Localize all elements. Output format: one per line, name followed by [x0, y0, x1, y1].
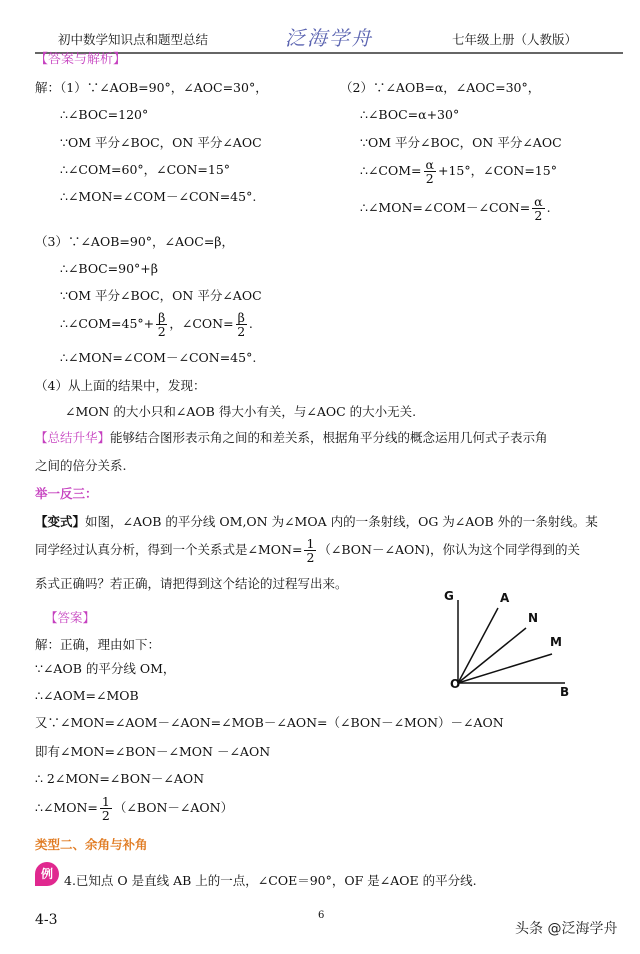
- label-m: M: [550, 635, 562, 649]
- ray-om: [458, 654, 552, 683]
- p2-line: ∴∠COM= $\frac{\alpha}{2}$ +15°，∠CON=15°: [360, 157, 557, 186]
- p1-line: ∴∠COM=60°，∠CON=15°: [60, 162, 231, 177]
- p1-line: ∵OM 平分∠BOC，ON 平分∠AOC: [60, 135, 262, 150]
- answer-label: 【答案与解析】: [35, 52, 127, 67]
- solution-line: 即有∠MON=∠BON－∠MON －∠AON: [35, 744, 271, 759]
- variant-line: 【变式】如图，∠AOB 的平分线 OM,ON 为∠MOA 内的一条射线，OG 为∠AOB 外的一条射线。某: [35, 514, 598, 529]
- header-brand: 泛海学舟: [285, 26, 373, 50]
- header-right: 七年级上册（人教版）: [452, 32, 578, 47]
- summary-line: 【总结升华】能够结合图形表示角之间的和差关系，根据角平分线的概念运用几何式子表示角: [35, 430, 548, 445]
- p3-line: ∵OM 平分∠BOC，ON 平分∠AOC: [60, 288, 262, 303]
- example-badge: 例: [35, 862, 59, 886]
- solution-line: 解：正确，理由如下：: [35, 637, 161, 652]
- p2-line: （2）∵∠AOB=α，∠AOC=30°，: [340, 80, 541, 95]
- p2-line: ∴∠MON=∠COM－∠CON= $\frac{\alpha}{2}$ .: [360, 194, 551, 223]
- p1-line: ∴∠BOC=120°: [60, 107, 149, 122]
- header-left: 初中数学知识点和题型总结: [58, 32, 209, 47]
- footer-left: 4-3: [35, 912, 58, 928]
- p3-line: ∴∠COM=45°+ $\frac{\beta}{2}$ ，∠CON= $\frac{\beta}{2}$ .: [60, 310, 253, 339]
- label-g: G: [444, 589, 454, 603]
- example-text: 4.已知点 O 是直线 AB 上的一点，∠COE＝90°，OF 是∠AOE 的平分线.: [64, 873, 477, 888]
- angle-figure: [440, 580, 590, 700]
- p1-line: 解：（1）∵∠AOB=90°，∠AOC=30°，: [35, 80, 268, 95]
- variant-line: 同学经过认真分析，得到一个关系式是∠MON= $\frac{1}{2}$ （∠BON－∠AON)，你认为这个同学得到的关: [35, 536, 581, 565]
- p4-line: ∠MON 的大小只和∠AOB 得大小有关，与∠AOC 的大小无关.: [65, 404, 417, 419]
- answer2-label: 【答案】: [45, 610, 96, 625]
- watermark: 头条 @泛海学舟: [515, 921, 618, 937]
- p3-line: （3）∵∠AOB=90°，∠AOC=β，: [35, 234, 235, 249]
- variant-line: 系式正确吗？若正确，请把得到这个结论的过程写出来。: [35, 576, 348, 591]
- summary-line: 之间的倍分关系.: [35, 458, 127, 473]
- solution-line: ∴∠AOM=∠MOB: [35, 688, 139, 703]
- p4-line: （4）从上面的结果中，发现：: [35, 378, 206, 393]
- ray-on: [458, 628, 526, 683]
- label-a: A: [500, 591, 510, 605]
- section-title: 类型二、余角与补角: [35, 837, 148, 852]
- solution-line: ∵∠AOB 的平分线 OM，: [35, 661, 176, 676]
- p1-line: ∴∠MON=∠COM－∠CON=45°.: [60, 189, 257, 204]
- solution-line: ∴∠MON= $\frac{1}{2}$ （∠BON－∠AON）: [35, 794, 234, 823]
- p3-line: ∴∠BOC=90°+β: [60, 261, 158, 276]
- label-n: N: [528, 611, 539, 625]
- solution-line: 又∵∠MON=∠AOM－∠AON=∠MOB－∠AON=（∠BON－∠MON）－∠AON: [35, 715, 504, 730]
- p2-line: ∵OM 平分∠BOC，ON 平分∠AOC: [360, 135, 562, 150]
- label-b: B: [560, 685, 570, 699]
- p2-line: ∴∠BOC=α+30°: [360, 107, 460, 122]
- practice-title: 举一反三：: [35, 486, 98, 501]
- label-o: O: [450, 677, 461, 691]
- page-number: 6: [318, 910, 325, 921]
- solution-line: ∴ 2∠MON=∠BON－∠AON: [35, 771, 205, 786]
- p3-line: ∴∠MON=∠COM－∠CON=45°.: [60, 350, 257, 365]
